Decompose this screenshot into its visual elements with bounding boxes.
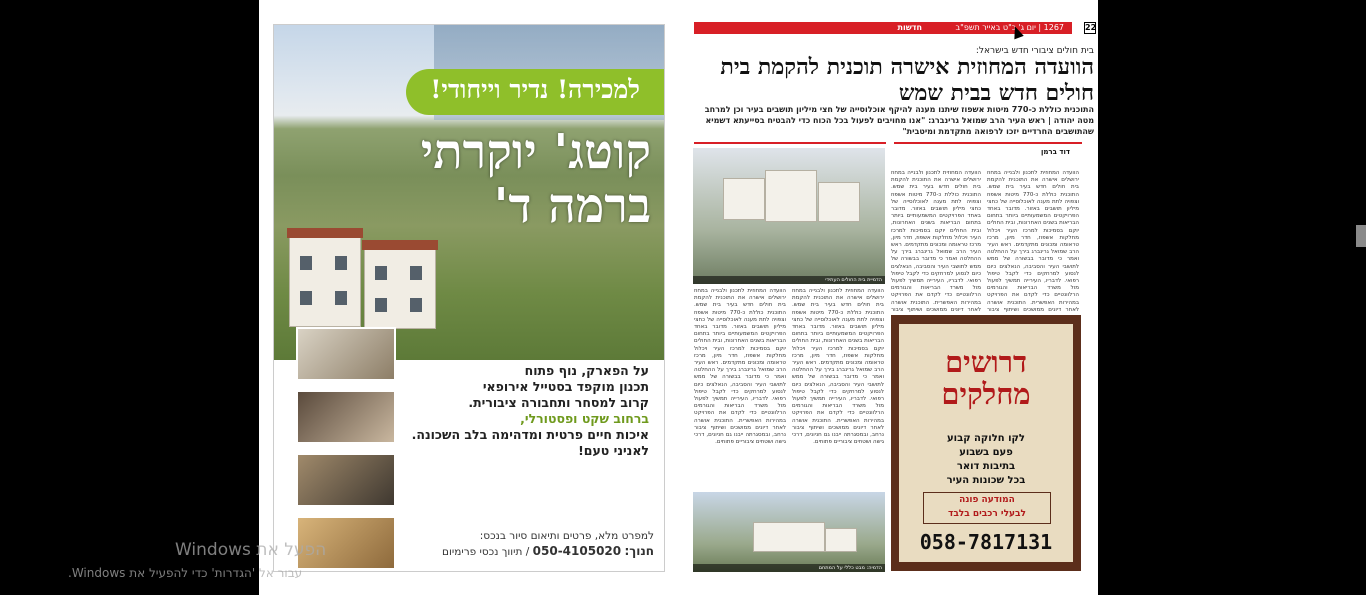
classified-ad [891,315,1081,571]
article-body-column: הוועדה המחוזית לתכנון ולבנייה במחוז ירושלים אישרה את התוכנית להקמת בית חולים חדש בעיר בית שמש. התוכנית כוללת כ-770 מיטות אשפוז וצפויה לתת מענה לאוכלוסייה של כחצי מיליון תושבים באזור. מדובר באחד הפרויקטים המשמעותיים ביותר בתחום הבריאות בשנים האחרונות, ובית החולים יוקם בסמיכות למרכז העיר ויכלול מחלקות אשפוז, חדר מיון, מרכז טראומה ומכונים מתקדמים. ראש העיר הרב שמואל גרינברג בירך על ההחלטה ואמר כי מדובר בבשורה של ממש לתושבי העיר והסביבה, הנאלצים כיום לנסוע למרחקים כדי לקבל טיפול רפואי. לדבריו, העירייה תמשיך לפעול מול משרד הבריאות והגורמים הרלוונטיים כדי לקדם את הפרויקט במהירות האפשרית. התוכנית אושרה לאחר דיונים ממושכים ושיתוף ציבור נרחב, ובמסגרתה ייבנו גם חניונים, דרכי גישה ושטחים ציבוריים פתוחים. [694,288,786,446]
classified-line: לקו חלוקה קבוע [947,433,1025,444]
issue-info: 1267 | יום ג' כ"ט באייר תשפ"ב [955,23,1064,32]
ad-headline: קוטג' יוקרתי ברמה ד' [420,124,651,234]
article-byline: דוד ברמן [1040,148,1070,156]
ad-banner-text: למכירה! נדיר וייחודי! [430,75,640,104]
ad-banner [406,69,664,115]
feature-line: ברחוב שקט ופסטורלי, [520,411,649,426]
divider [694,142,886,144]
house-image [289,235,361,327]
windows-activation-subtitle: עבור אל 'הגדרות' כדי להפעיל את Windows. [68,566,303,580]
article-body-column: הוועדה המחוזית לתכנון ולבנייה במחוז ירושלים אישרה את התוכנית להקמת בית חולים חדש בעיר בית שמש. התוכנית כוללת כ-770 מיטות אשפוז וצפויה לתת מענה לאוכלוסייה של כחצי מיליון תושבים באזור. מדובר באחד הפרויקטים המשמעותיים ביותר בתחום הבריאות בשנים האחרונות, ובית החולים יוקם בסמיכות למרכז העיר ויכלול מחלקות אשפוז, חדר מיון, מרכז טראומה ומכונים מתקדמים. ראש העיר הרב שמואל גרינברג בירך על ההחלטה ואמר כי מדובר בבשורה של ממש לתושבי העיר והסביבה, הנאלצים כיום לנסוע למרחקים כדי לקבל טיפול רפואי. לדבריו, העירייה תמשיך לפעול מול משרד הבריאות והגורמים הרלוונטיים כדי לקדם את הפרויקט במהירות האפשרית. התוכנית אושרה לאחר דיונים ממושכים ושיתוף ציבור נרחב, ובמסגרתה ייבנו גם חניונים, דרכי גישה ושטחים ציבוריים פתוחים. [792,288,884,446]
classified-title: דרושים מחלקים [941,345,1031,411]
magazine-spread [259,0,1098,595]
feature-line: תכנון מוקפד בסטייל אירופאי [482,379,649,394]
section-name: חדשות [897,23,922,32]
photo-caption: הדמיה: מבט כללי על המתחם [693,564,885,572]
photo-caption: הדמיית בית החולים העתידי [693,276,885,284]
classified-lines [899,432,1073,488]
classified-line: בתיבות דואר [956,461,1016,472]
classified-note-line: המודעה פונה [959,495,1015,505]
classified-ad-inner [899,324,1073,562]
feature-line: לאניני טעם! [578,443,649,458]
classified-note-line: לבעלי רכבים בלבד [948,509,1026,519]
ad-footer: למפרט מלא, פרטים ותיאום סיור בנכס: חנוך: 050-4105020 / תיווך נכסי פרימיום [284,529,654,560]
feature-line: על הפארק, נוף פתוח [524,363,649,378]
interior-thumbnail [296,390,396,444]
ad-features [409,363,649,459]
news-article-page [694,22,1097,572]
vertical-scrollbar[interactable] [1356,0,1366,595]
contact-phone: 050-4105020 [532,544,622,558]
article-subhead: התוכנית כוללת כ-770 מיטות אשפוז שיתנו מענה להיקף אוכלוסייה של חצי מיליון תושבים בעיר וכן למרחב מטה יהודה | ראש העיר הרב שמואל גרינברג: "אנו מחויבים לפעול בכל הכוח כדי להבטיח בסייעתא דשמיא שהתושבים החרדיים יזכו לרפואה מתקדמת ומיטבית" [704,105,1094,136]
article-body-column: הוועדה המחוזית לתכנון ולבנייה במחוז ירושלים אישרה את התוכנית להקמת בית חולים חדש בעיר בית שמש. התוכנית כוללת כ-770 מיטות אשפוז וצפויה לתת מענה לאוכלוסייה של כחצי מיליון תושבים באזור. מדובר באחד הפרויקטים המשמעותיים ביותר בתחום הבריאות בשנים האחרונות, ובית החולים יוקם בסמיכות למרכז העיר ויכלול מחלקות אשפוז, חדר מיון, מרכז טראומה ומכונים מתקדמים. ראש העיר הרב שמואל גרינברג בירך על ההחלטה ואמר כי מדובר בבשורה של ממש לתושבי העיר והסביבה, הנאלצים כיום לנסוע למרחקים כדי לקבל טיפול רפואי. לדבריו, העירייה תמשיך לפעול מול משרד הבריאות והגורמים הרלוונטיים כדי לקדם את הפרויקט במהירות האפשרית. התוכנית אושרה לאחר דיונים ממושכים ושיתוף ציבור [891,170,981,313]
classified-line: בכל שכונות העיר [946,475,1026,486]
divider [894,142,1082,144]
interior-thumbnail [296,453,396,507]
article-kicker: בית חולים ציבורי חדש בישראל: [975,46,1094,56]
hospital-aerial-photo [693,492,885,572]
real-estate-ad [273,24,665,572]
classified-note [923,492,1051,524]
article-body-column: הוועדה המחוזית לתכנון ולבנייה במחוז ירושלים אישרה את התוכנית להקמת בית חולים חדש בעיר בית שמש. התוכנית כוללת כ-770 מיטות אשפוז וצפויה לתת מענה לאוכלוסייה של כחצי מיליון תושבים באזור. מדובר באחד הפרויקטים המשמעותיים ביותר בתחום הבריאות בשנים האחרונות, ובית החולים יוקם בסמיכות למרכז העיר ויכלול מחלקות אשפוז, חדר מיון, מרכז טראומה ומכונים מתקדמים. ראש העיר הרב שמואל גרינברג בירך על ההחלטה ואמר כי מדובר בבשורה של ממש לתושבי העיר והסביבה, הנאלצים כיום לנסוע למרחקים כדי לקבל טיפול רפואי. לדבריו, העירייה תמשיך לפעול מול משרד הבריאות והגורמים הרלוונטיים כדי לקדם את הפרויקט במהירות האפשרית. התוכנית אושרה לאחר דיונים ממושכים ושיתוף ציבור [987,170,1079,313]
page-number: 22 [1085,23,1097,32]
windows-activation-title: הפעל את Windows [175,540,327,560]
feature-line: קרוב למסחר ותחבורה ציבורית. [468,395,649,410]
ad-footer-line: למפרט מלא, פרטים ותיאום סיור בנכס: [479,530,654,542]
scrollbar-thumb[interactable] [1356,225,1366,247]
contact-name: חנוך: [624,544,654,558]
interior-thumbnail [296,327,396,381]
contact-agency: תיווך נכסי פרימיום [442,546,523,558]
house-image [364,247,436,329]
article-headline: הוועדה המחוזית אישרה תוכנית להקמת בית חולים חדש בבית שמש [720,54,1094,106]
hospital-rendering-photo [693,148,885,284]
classified-phone: 058-7817131 [919,530,1053,554]
classified-line: פעם בשבוע [959,447,1013,458]
feature-line: איכות חיים פרטית ומדהימה בלב השכונה. [411,427,649,442]
